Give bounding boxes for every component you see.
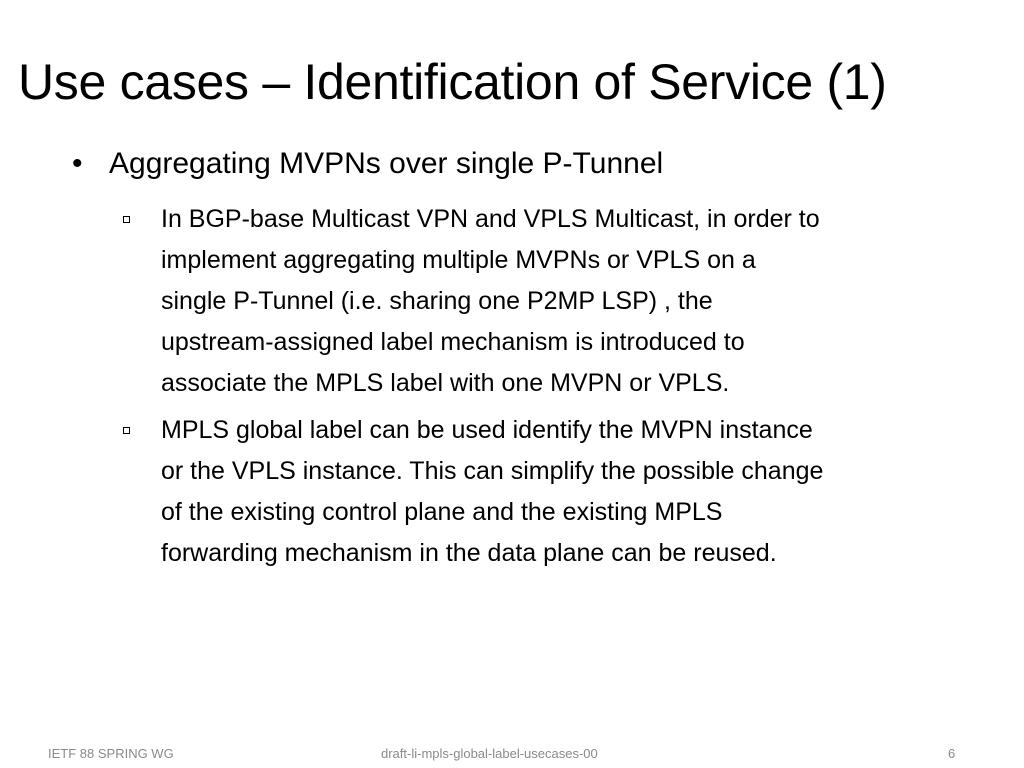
slide-title: Use cases – Identification of Service (1) [18,54,887,110]
text-line: or the VPLS instance. This can simplify the possible change [161,457,824,485]
sub-bullet-text [161,199,976,404]
text-line: MPLS global label can be used identify the MVPN instance [161,416,813,444]
text-line: upstream-assigned label mechanism is introduced to [161,328,745,356]
bullet-text: Aggregating MVPNs over single P-Tunnel [109,147,664,180]
text-line: single P-Tunnel (i.e. sharing one P2MP LSP) , the [161,287,713,315]
text-line: forwarding mechanism in the data plane can be reused. [161,539,777,567]
footer-event: IETF 88 SPRING WG [48,746,174,761]
text-line: of the existing control plane and the existing MPLS [161,498,723,526]
text-line: implement aggregating multiple MVPNs or VPLS on a [161,246,756,274]
footer-draft-name: draft-li-mpls-global-label-usecases-00 [381,746,598,761]
text-line: In BGP-base Multicast VPN and VPLS Multicast, in order to [161,205,820,233]
bullet-dot-icon: • [72,147,83,180]
sub-bullet-text [161,410,976,574]
square-bullet-icon [123,216,130,223]
text-line: associate the MPLS label with one MVPN or VPLS. [161,369,730,397]
square-bullet-icon [123,427,130,434]
page-number: 6 [948,746,956,761]
